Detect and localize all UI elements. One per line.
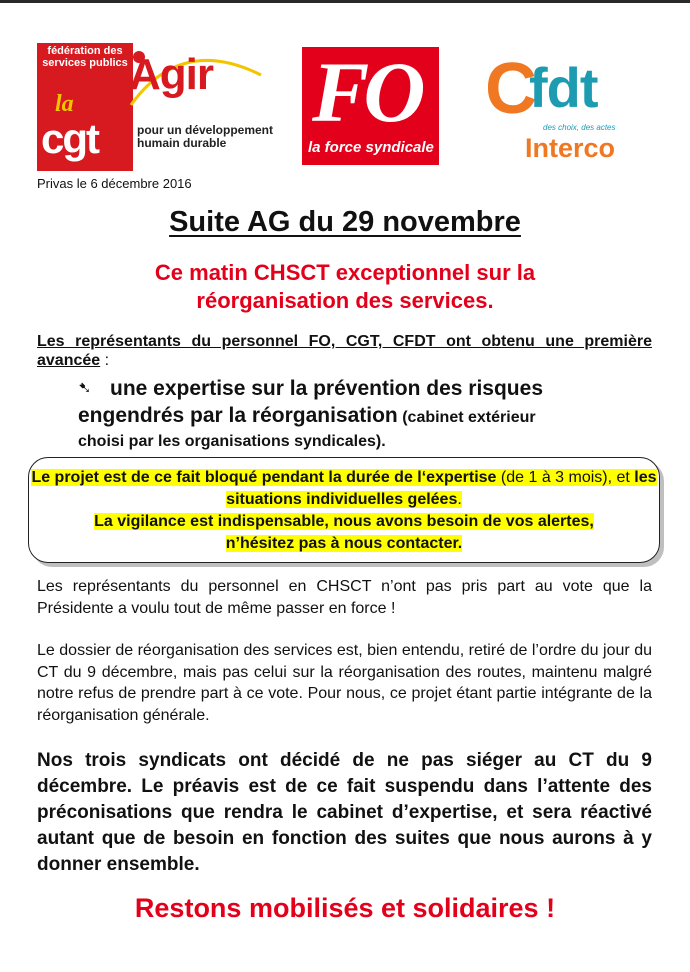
subtitle-line-2: réorganisation des services. — [196, 288, 494, 313]
closing-slogan: Restons mobilisés et solidaires ! — [134, 893, 556, 923]
bullet-line-1: une expertise sur la prévention des risques — [110, 377, 543, 400]
box-frozen-text: les situations individuelles gelées — [226, 469, 657, 508]
subtitle — [0, 259, 690, 315]
subtitle-line-1: Ce matin CHSCT exceptionnel sur la — [154, 260, 536, 285]
cgt-federation-text: fédération des services publics — [42, 45, 128, 69]
cgt-la-text: la — [55, 91, 74, 117]
paragraph-syndicats: Nos trois syndicats ont décidé de ne pas siéger au CT du 9 décembre. Le préavis est de ce fait suspendu dans l’attente des préconisations que rendra le cabinet d’expertise, et sera réactivé autant que de besoin en fonction des suites que nous aurons à y donner ensemble. — [37, 750, 652, 875]
box-duration-text: (de 1 à 3 mois), et — [496, 469, 635, 486]
cgt-wordmark: cgt — [41, 115, 98, 162]
cfdt-tagline: des choix, des actes — [543, 123, 616, 132]
bullet-line-2-text: engendrés par la réorganisation — [78, 404, 398, 427]
intro-tail: : — [100, 352, 110, 369]
top-border — [0, 0, 690, 3]
cgt-agir-logo — [37, 43, 272, 175]
cfdt-fdt-letters: fdt — [529, 56, 598, 119]
cfdt-interco-label: Interco — [525, 133, 616, 163]
date-line: Privas le 6 décembre 2016 — [37, 176, 192, 191]
fo-logo — [302, 44, 439, 165]
box-vigilance-line-1: La vigilance est indispensable, nous avons besoin de vos alertes, — [94, 513, 594, 530]
page-title: Suite AG du 29 novembre — [169, 206, 521, 238]
intro-underlined-text: Les représentants du personnel FO, CGT, CFDT ont obtenu une première avancée — [37, 333, 652, 369]
fo-wordmark: FO — [312, 44, 420, 140]
paragraph-chsct-vote: Les représentants du personnel en CHSCT n’ont pas pris part au vote que la Présidente a voulu tout de même passer en force ! — [37, 578, 652, 617]
bullet-line-3: choisi par les organisations syndicales). — [78, 433, 386, 450]
bullet-line-2 — [78, 403, 536, 430]
intro-paragraph — [37, 332, 652, 370]
highlight-box — [28, 457, 660, 563]
bullet-line-2-note: (cabinet extérieur — [397, 409, 536, 426]
fo-tagline: la force syndicale — [308, 139, 434, 156]
paragraph-dossier: Le dossier de réorganisation des services est, bien entendu, retiré de l’ordre du jour du CT du 9 décembre, mais pas celui sur la réorganisation des routes, maintenu malgré notre refus de prendre part à ce vote. Pour nous, ce projet étant partie intégrante de la réorganisation générale. — [37, 642, 652, 724]
agir-wordmark: Agir — [129, 50, 213, 99]
box-period: . — [457, 491, 462, 508]
box-vigilance-line-2: n’hésitez pas à nous contacter. — [225, 535, 463, 552]
highlight-box-text — [29, 467, 659, 555]
arrow-bullet-icon: ➷ — [78, 380, 92, 397]
box-blocked-text: Le projet est de ce fait bloqué pendant la durée de l‘expertise — [31, 469, 497, 486]
cfdt-c-letter: C — [485, 49, 537, 129]
agir-tagline: pour un développement humain durable — [137, 123, 274, 150]
cfdt-logo — [485, 49, 635, 173]
cgt-logo-box — [37, 43, 133, 171]
